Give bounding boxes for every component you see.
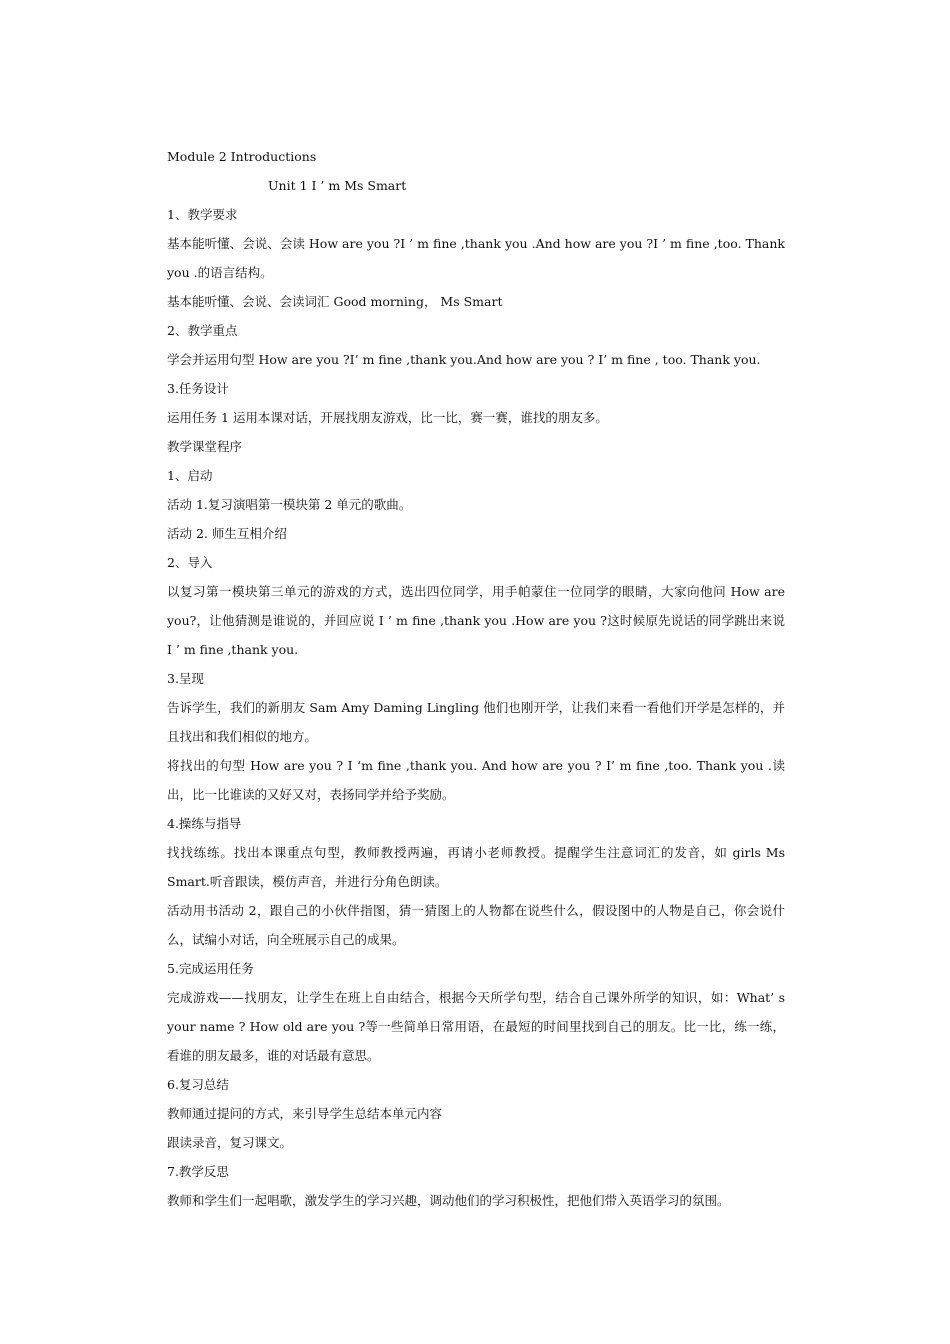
paragraph: 基本能听懂、会说、会读词汇 Good morning， Ms Smart <box>167 294 503 309</box>
paragraph: 以复习第一模块第三单元的游戏的方式，选出四位同学，用手帕蒙住一位同学的眼睛，大家向他问 How are you?，让他猜测是谁说的，并回应说 I ’ m fine ,thank you .How are you ?这时候原先说话的同学跳出来说 I ’ m fine ,thank you. <box>167 584 785 657</box>
section-heading: 5.完成运用任务 <box>167 961 254 976</box>
paragraph: 找找练练。找出本课重点句型，教师教授两遍，再请小老师教授。提醒学生注意词汇的发音，如 girls Ms Smart.听音跟读，模仿声音，并进行分角色朗读。 <box>167 845 785 889</box>
section-heading: 1、教学要求 <box>167 207 238 222</box>
unit-title: Unit 1 I ’ m Ms Smart <box>268 178 407 193</box>
module-title: Module 2 Introductions <box>167 149 317 164</box>
paragraph: 将找出的句型 How are you ? I ‘m fine ,thank you. And how are you ? I’ m fine ,too. Thank you .读出，比一比谁读的又好又对，表扬同学并给予奖励。 <box>167 758 785 802</box>
section-heading: 3.任务设计 <box>167 381 229 396</box>
paragraph: 运用任务 1 运用本课对话，开展找朋友游戏，比一比，赛一赛，谁找的朋友多。 <box>167 410 608 425</box>
section-heading: 4.操练与指导 <box>167 816 242 831</box>
section-heading: 教学课堂程序 <box>167 439 243 454</box>
paragraph: 学会并运用句型 How are you ?I’ m fine ,thank you.And how are you ? I’ m fine , too. Thank you. <box>167 352 761 367</box>
paragraph: 跟读录音，复习课文。 <box>167 1135 293 1150</box>
section-heading: 7.教学反思 <box>167 1164 229 1179</box>
document-page <box>167 142 785 1215</box>
paragraph: 活动用书活动 2，跟自己的小伙伴指图，猜一猜图上的人物都在说些什么，假设图中的人物是自己，你会说什么，试编小对话，向全班展示自己的成果。 <box>167 903 785 947</box>
section-heading: 2、导入 <box>167 555 213 570</box>
section-heading: 2、教学重点 <box>167 323 238 338</box>
section-heading: 6.复习总结 <box>167 1077 229 1092</box>
section-heading: 1、启动 <box>167 468 213 483</box>
paragraph: 基本能听懂、会说、会读 How are you ?I ’ m fine ,thank you .And how are you ?I ’ m fine ,too. Thank you .的语言结构。 <box>167 236 785 280</box>
paragraph: 活动 1.复习演唱第一模块第 2 单元的歌曲。 <box>167 497 412 512</box>
paragraph: 活动 2. 师生互相介绍 <box>167 526 287 541</box>
section-heading: 3.呈现 <box>167 671 204 686</box>
paragraph: 教师通过提问的方式，来引导学生总结本单元内容 <box>167 1106 443 1121</box>
paragraph: 告诉学生，我们的新朋友 Sam Amy Daming Lingling 他们也刚开学，让我们来看一看他们开学是怎样的，并且找出和我们相似的地方。 <box>167 700 785 744</box>
paragraph: 教师和学生们一起唱歌，激发学生的学习兴趣，调动他们的学习积极性，把他们带入英语学习的氛围。 <box>167 1193 730 1208</box>
paragraph: 完成游戏——找朋友，让学生在班上自由结合，根据今天所学句型，结合自己课外所学的知识，如：What’ s your name ? How old are you ?等一些简单日常用语，在最短的时间里找到自己的朋友。比一比，练一练，看谁的朋友最多，谁的对话最有意思。 <box>167 990 785 1063</box>
